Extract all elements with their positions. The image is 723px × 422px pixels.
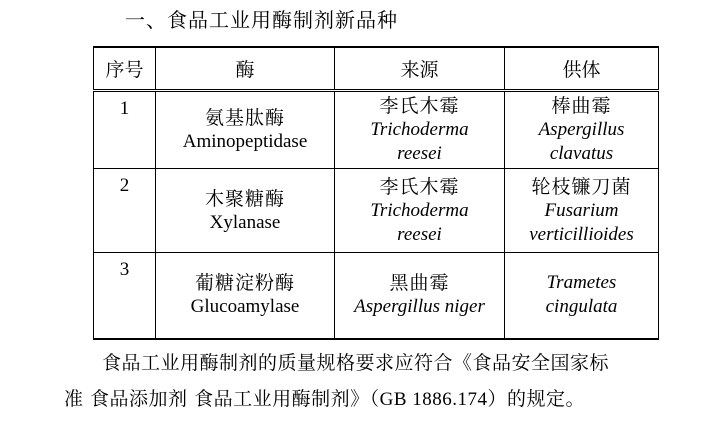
enzyme-cell xyxy=(156,91,335,169)
donor-latin-species: verticillioides xyxy=(529,223,634,245)
donor-name-zh: 轮枝镰刀菌 xyxy=(531,175,632,198)
row-number: 3 xyxy=(94,253,156,339)
source-latin-name: Aspergillus niger xyxy=(354,296,485,318)
header-donor: 供体 xyxy=(505,47,659,91)
header-source: 来源 xyxy=(335,47,505,91)
section-heading: 一、食品工业用酶制剂新品种 xyxy=(125,8,398,32)
paragraph-line-2-end: ）的规定。 xyxy=(487,388,586,410)
header-serial-number: 序号 xyxy=(94,47,156,91)
donor-latin-genus: Aspergillus xyxy=(538,119,625,140)
enzyme-table xyxy=(93,46,659,340)
table-row xyxy=(94,253,659,339)
source-cell xyxy=(335,253,505,339)
header-enzyme: 酶 xyxy=(156,47,335,91)
paragraph-line-1: 食品工业用酶制剂的质量规格要求应符合《食品安全国家标 xyxy=(102,352,610,374)
enzyme-name-en: Aminopeptidase xyxy=(182,131,308,152)
source-name-zh: 李氏木霉 xyxy=(379,175,460,198)
enzyme-name-en: Xylanase xyxy=(209,211,281,233)
source-latin-genus: Trichoderma xyxy=(370,119,469,140)
source-cell xyxy=(335,169,505,253)
donor-latin-species: clavatus xyxy=(549,143,614,164)
row-number: 2 xyxy=(94,169,156,253)
enzyme-name-zh: 氨基肽酶 xyxy=(204,107,285,129)
donor-latin-genus: Trametes xyxy=(546,272,617,294)
source-name-zh: 李氏木霉 xyxy=(379,95,460,117)
source-latin-species: reesei xyxy=(397,143,442,164)
paragraph-line-2-start: 准 食品添加剂 食品工业用酶制剂》（ xyxy=(64,388,380,410)
paragraph-line-2 xyxy=(64,381,684,418)
source-latin-genus: Trichoderma xyxy=(370,199,469,221)
standard-code: GB 1886.174 xyxy=(379,389,488,410)
enzyme-name-en: Glucoamylase xyxy=(190,296,300,318)
enzyme-cell xyxy=(156,169,335,253)
donor-latin-species: cingulata xyxy=(545,296,618,318)
specification-paragraph xyxy=(64,345,684,418)
donor-cell xyxy=(505,253,659,339)
source-name-zh: 黑曲霉 xyxy=(389,272,450,295)
enzyme-cell xyxy=(156,253,335,339)
donor-cell xyxy=(505,91,659,169)
source-latin-species: reesei xyxy=(397,223,442,245)
donor-cell xyxy=(505,169,659,253)
table-row xyxy=(94,91,659,169)
source-cell xyxy=(335,91,505,169)
row-number: 1 xyxy=(94,91,156,169)
donor-name-zh: 棒曲霉 xyxy=(551,95,612,117)
enzyme-name-zh: 木聚糖酶 xyxy=(204,187,285,210)
enzyme-name-zh: 葡糖淀粉酶 xyxy=(194,272,295,295)
donor-latin-genus: Fusarium xyxy=(544,199,619,221)
table-row xyxy=(94,169,659,253)
table-header-row xyxy=(94,47,659,91)
